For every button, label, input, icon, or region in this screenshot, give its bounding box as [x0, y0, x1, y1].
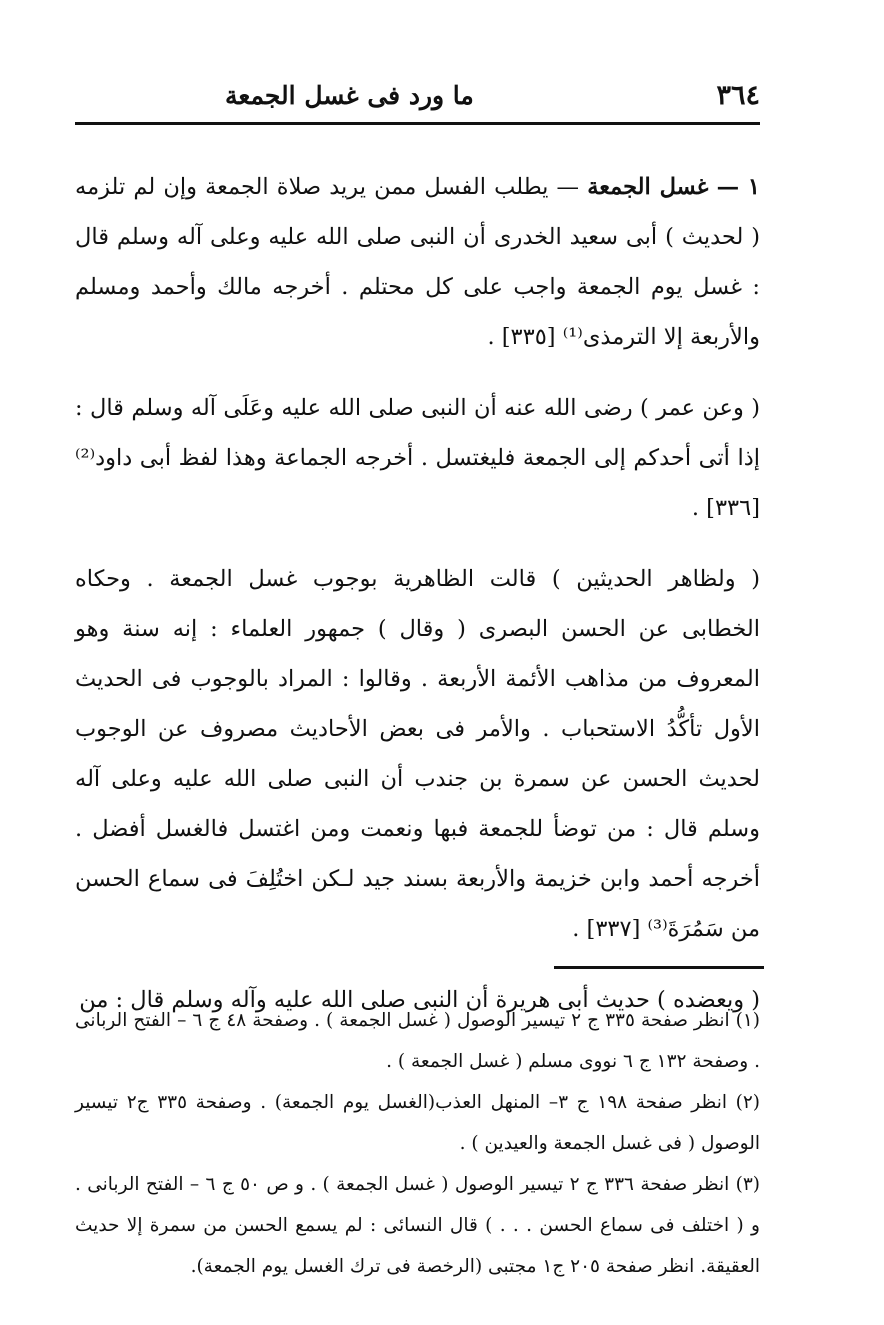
footnotes [75, 1000, 760, 1287]
header-rule [75, 122, 760, 125]
paragraph-2: ( وعن عمر ) رضى الله عنه أن النبى صلى الله عليه وعَلَى آله وسلم قال : إذا أتى أحدكم إلى الجمعة فليغتسل . أخرجه الجماعة وهذا لفظ أبى داود⁽²⁾ [٣٣٦] . [75, 395, 760, 521]
footnote-2: (٢) انظر صفحة ١٩٨ ج ٣– المنهل العذب(الغسل يوم الجمعة) . وصفحة ٣٣٥ ج٢ تيسير الوصول ( فى غسل الجمعة والعيدين ) . [75, 1092, 761, 1154]
page-header [75, 80, 760, 111]
paragraph-1 [75, 162, 760, 362]
paragraph-3: ( ولظاهر الحديثين ) قالت الظاهرية بوجوب غسل الجمعة . وحكاه الخطابى عن الحسن البصرى ( وقال ) جمهور العلماء : إنه سنة وهو المعروف من مذاهب الأئمة الأربعة . وقالوا : المراد بالوجوب فى الحديث الأول تأكُّدُ الاستحباب . والأمر فى بعض الأحاديث مصروف عن الوجوب لحديث الحسن عن سمرة بن جندب أن النبى صلى الله عليه وعلى آله وسلم قال : من توضأ للجمعة فبها ونعمت ومن اغتسل فالغسل أفضل . أخرجه أحمد وابن خزيمة والأربعة بسند جيد لـكن اختُلِفَ فى سماع الحسن من سَمُرَةَ⁽³⁾ [٣٣٧] . [75, 566, 760, 942]
paragraph-gap [75, 362, 760, 383]
paragraph-1-text: — يطلب الفسل ممن يريد صلاة الجمعة وإن لم تلزمه ( لحديث ) أبى سعيد الخدرى أن النبى صلى الله عليه وعلى آله وسلم قال : غسل يوم الجمعة واجب على كل محتلم . أخرجه مالك وأحمد ومسلم والأربعة إلا الترمذى⁽¹⁾ [٣٣٥] . [75, 174, 760, 350]
footnote-rule [554, 966, 764, 969]
running-title: ما ورد فى غسل الجمعة [225, 81, 474, 110]
paragraph-gap [75, 954, 760, 975]
footnote-3: (٣) انظر صفحة ٣٣٦ ج ٢ تيسير الوصول ( غسل الجمعة ) . و ص ٥٠ ج ٦ – الفتح الربانى . و ( اختلف فى سماع الحسن . . . ) قال النسائى : لم يسمع الحسن من سمرة إلا حديث العقيقة. انظر صفحة ٢٠٥ ج١ مجتبى (الرخصة فى ترك الغسل يوم الجمعة). [75, 1174, 761, 1277]
footnote-1: (١) انظر صفحة ٣٣٥ ج ٢ تيسير الوصول ( غسل الجمعة ) . وصفحة ٤٨ ج ٦ – الفتح الربانى . وصفحة ١٣٢ ج ٦ نووى مسلم ( غسل الجمعة ) . [75, 1010, 761, 1072]
section-number: ١ — [716, 174, 760, 200]
paragraph-gap [75, 533, 760, 554]
main-text [75, 162, 760, 1025]
page-number: ٣٦٤ [716, 80, 760, 111]
section-title: غسل الجمعة [587, 174, 709, 200]
paragraph-4: ( ويعضده ) حديث أبى هريرة أن النبى صلى الله عليه وآله وسلم قال : من [79, 987, 760, 1013]
